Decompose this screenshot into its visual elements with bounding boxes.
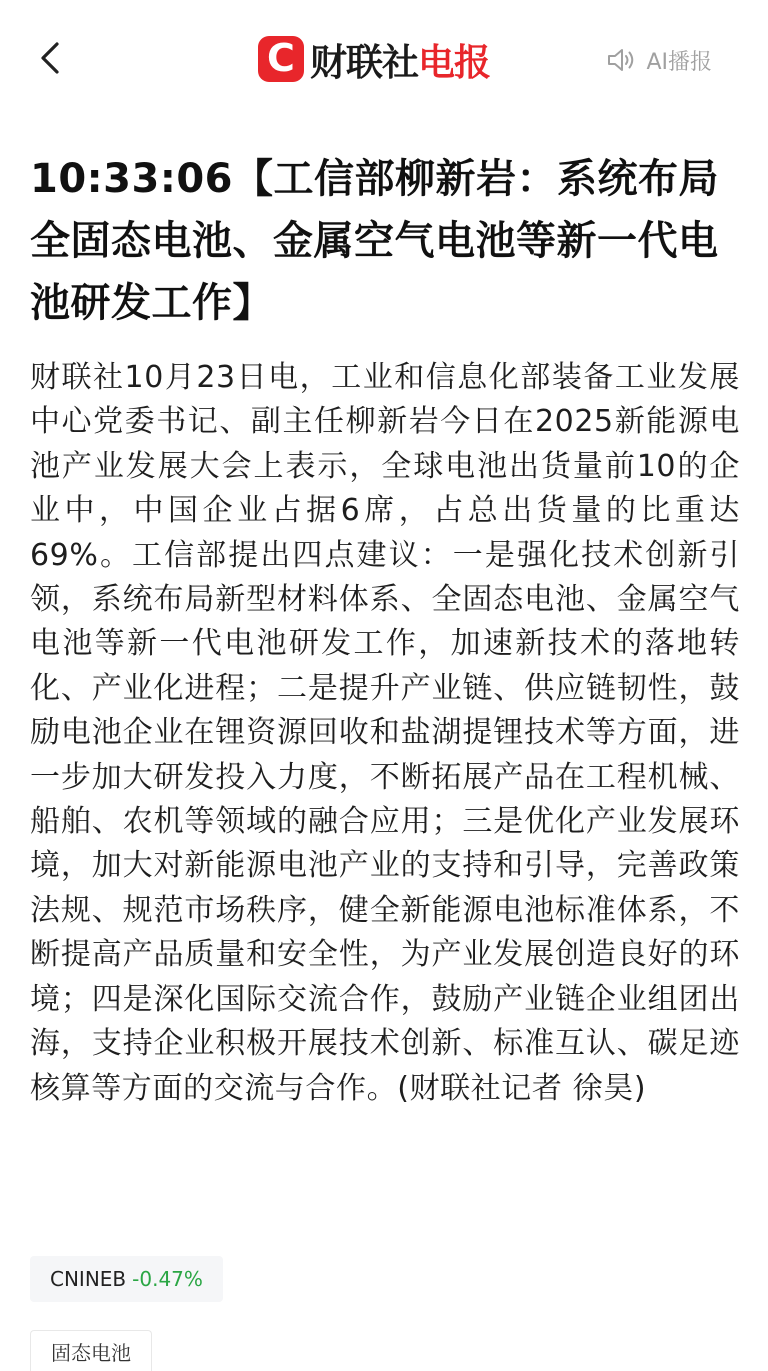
top-bar xyxy=(0,0,768,104)
ai-broadcast-label: AI播报 xyxy=(646,49,712,75)
article-headline: 10:33:06【工信部柳新岩：系统布局全固态电池、金属空气电池等新一代电池研发工作】 xyxy=(30,156,719,326)
topic-tag-label: 固态电池 xyxy=(51,1340,131,1365)
article xyxy=(30,148,740,1111)
back-button[interactable] xyxy=(28,36,72,80)
logo-mark xyxy=(258,36,304,82)
logo-mark-letter: C xyxy=(267,36,295,80)
speaker-icon xyxy=(606,47,636,73)
stock-name: CNINEB xyxy=(50,1267,127,1291)
stock-chip[interactable] xyxy=(30,1256,223,1302)
chevron-left-icon xyxy=(38,40,62,76)
stock-change: -0.47% xyxy=(132,1267,203,1291)
logo-text-highlight: 电报 xyxy=(418,41,490,84)
article-body: 财联社10月23日电，工业和信息化部装备工业发展中心党委书记、副主任柳新岩今日在2025新能源电池产业发展大会上表示，全球电池出货量前10的企业中，中国企业占据6席，占总出货量的比重达69%。工信部提出四点建议：一是强化技术创新引领，系统布局新型材料体系、全固态电池、金属空气电池等新一代电池研发工作，加速新技术的落地转化、产业化进程；二是提升产业链、供应链韧性，鼓励电池企业在锂资源回收和盐湖提锂技术等方面，进一步加大研发投入力度，不断拓展产品在工程机械、船舶、农机等领域的融合应用；三是优化产业发展环境，加大对新能源电池产业的支持和引导，完善政策法规、规范市场秩序，健全新能源电池标准体系，不断提高产品质量和安全性，为产业发展创造良好的环境；四是深化国际交流合作，鼓励产业链企业组团出海，支持企业积极开展技术创新、标准互认、碳足迹核算等方面的交流与合作。(财联社记者 徐昊) xyxy=(30,360,740,1106)
app-logo xyxy=(258,34,490,84)
logo-text: 财联社 xyxy=(310,41,418,84)
ai-broadcast-button[interactable] xyxy=(606,42,712,78)
